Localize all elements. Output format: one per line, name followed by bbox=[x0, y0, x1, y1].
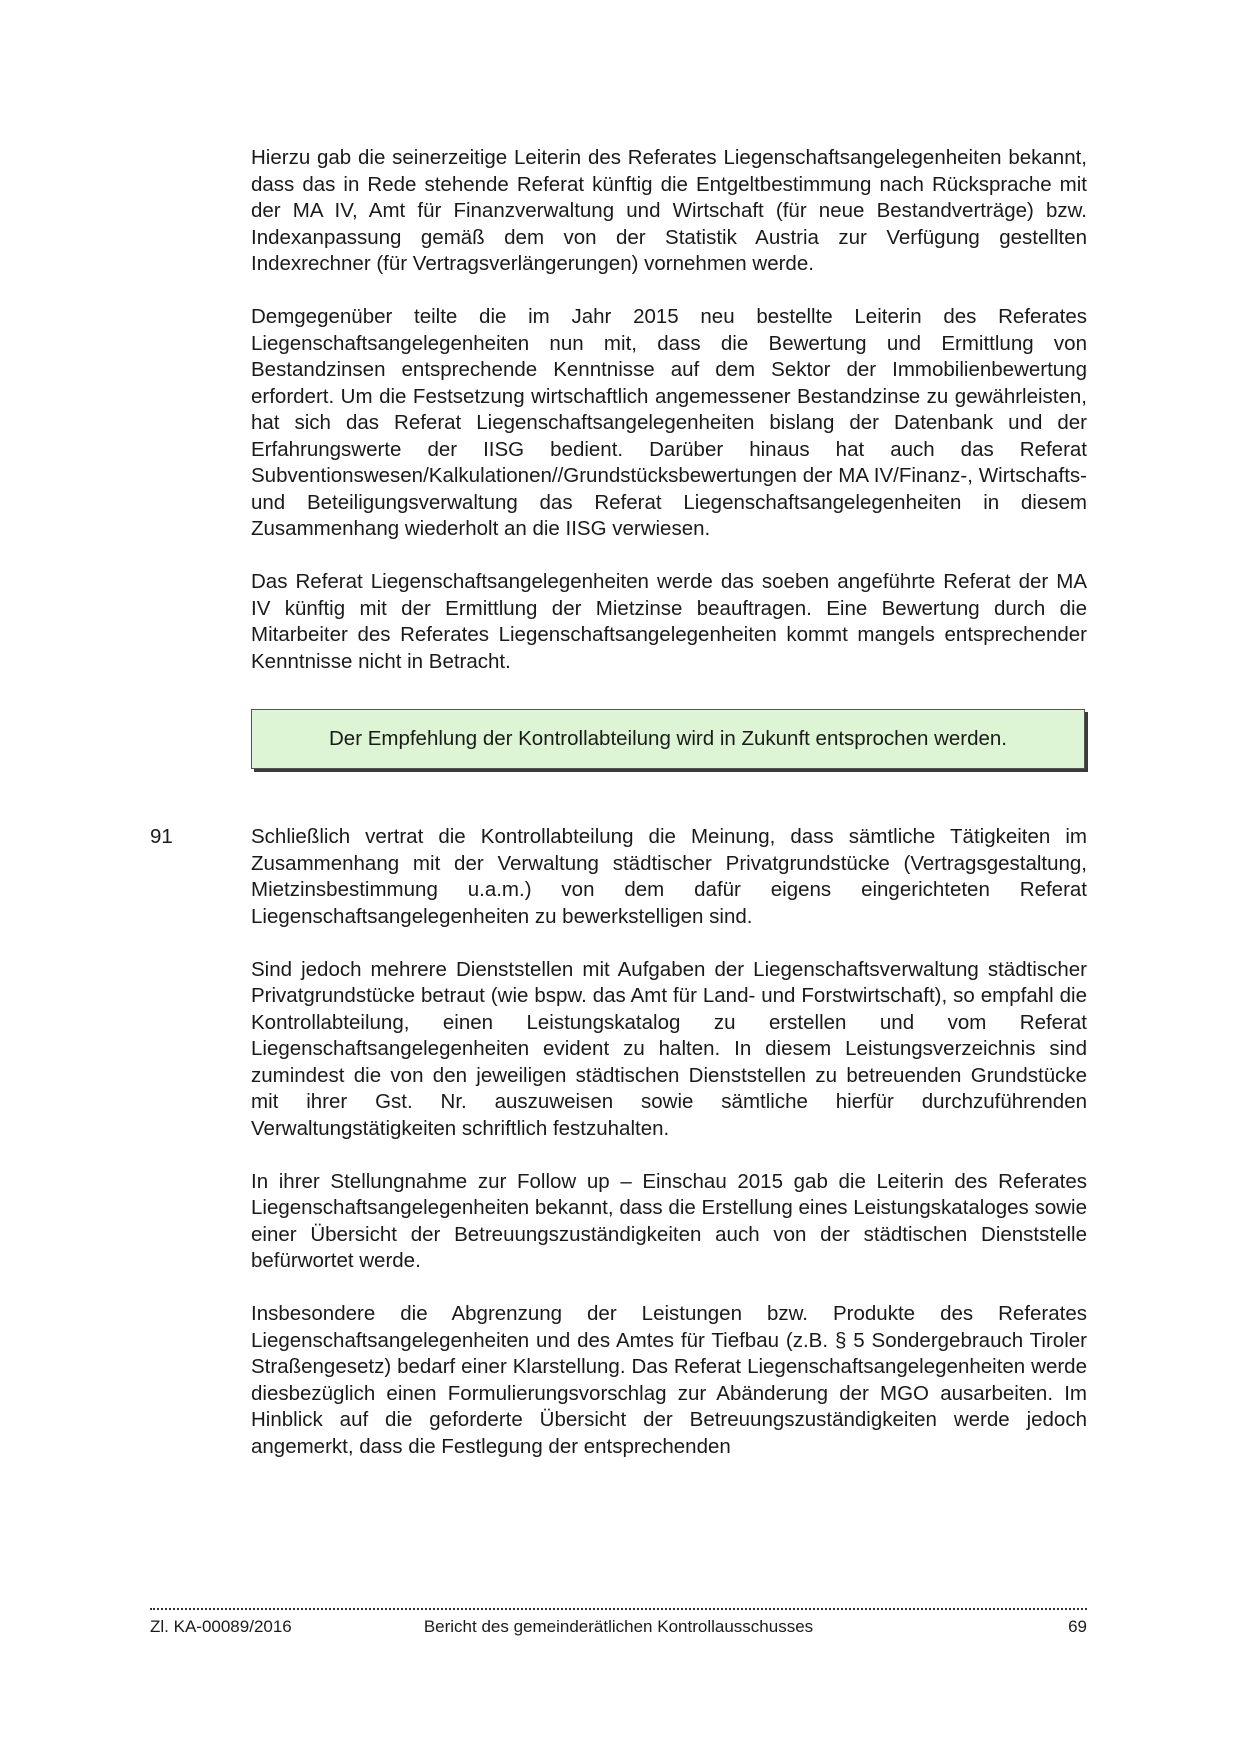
paragraph: Hierzu gab die seinerzeitige Leiterin des Referates Liegenschaftsangelegenheiten bekannt, dass das in Rede stehende Referat künftig die Entgeltbestimmung nach Rücksprache mit der MA IV, Amt für Finanzverwaltung und Wirtschaft (für neue Bestandverträge) bzw. Indexanpassung gemäß dem von der Statistik Austria zur Verfügung gestellten Indexrechner (für Vertragsverlängerungen) vornehmen werde. bbox=[251, 146, 1087, 275]
section-number: 91 bbox=[150, 825, 173, 848]
paragraph: In ihrer Stellungnahme zur Follow up – Einschau 2015 gab die Leiterin des Referates Liegenschaftsangelegenheiten bekannt, dass die Erstellung eines Leistungskataloges sowie einer Übersicht der Betreuungszuständigkeiten auch von der städtischen Dienststelle befürwortet werde. bbox=[251, 1169, 1087, 1272]
paragraph: Schließlich vertrat die Kontrollabteilung die Meinung, dass sämtliche Tätigkeiten im Zusammenhang mit der Verwaltung städtischer Privatgrundstücke (Vertragsgestaltung, Mietzinsbestimmung u.a.m.) von dem dafür eigens eingerichteten Referat Liegenschaftsangelegenheiten zu bewerkstelligen sind. bbox=[251, 825, 1087, 928]
section-91 bbox=[150, 824, 1087, 1460]
decision-box bbox=[251, 709, 1085, 769]
paragraph: Das Referat Liegenschaftsangelegenheiten werde das soeben angeführte Referat der MA IV künftig mit der Ermittlung der Mietzinse beauftragen. Eine Bewertung durch die Mitarbeiter des Referates Liegenschaftsangelegenheiten kommt mangels entsprechender Kenntnisse nicht in Betracht. bbox=[251, 570, 1087, 673]
paragraph: Insbesondere die Abgrenzung der Leistungen bzw. Produkte des Referates Liegenschaftsangelegenheiten und des Amtes für Tiefbau (z.B. § 5 Sondergebrauch Tiroler Straßengesetz) bedarf einer Klarstellung. Das Referat Liegenschaftsangelegenheiten werde diesbezüglich einen Formulierungsvorschlag zur Abänderung der MGO ausarbeiten. Im Hinblick auf die geforderte Übersicht der Betreuungszuständigkeiten werde jedoch angemerkt, dass die Festlegung der entsprechenden bbox=[251, 1302, 1087, 1458]
footer-divider bbox=[150, 1608, 1087, 1610]
body-content bbox=[150, 145, 1087, 1460]
page-number: 69 bbox=[1068, 1617, 1087, 1636]
paragraph: Sind jedoch mehrere Dienststellen mit Aufgaben der Liegenschaftsverwaltung städtischer Privatgrundstücke betraut (wie bspw. das Amt für Land- und Forstwirtschaft), so empfahl die Kontrollabteilung, einen Leistungskatalog zu erstellen und vom Referat Liegenschaftsangelegenheiten evident zu halten. In diesem Leistungsverzeichnis sind zumindest die von den jeweiligen städtischen Dienststellen zu betreuenden Grundstücke mit ihrer Gst. Nr. auszuweisen sowie sämtliche hierfür durchzuführenden Verwaltungstätigkeiten schriftlich festzuhalten. bbox=[251, 957, 1087, 1140]
footer-title: Bericht des gemeinderätlichen Kontrollausschusses bbox=[423, 1617, 814, 1636]
decision-text: Der Empfehlung der Kontrollabteilung wird in Zukunft entsprochen werden. bbox=[328, 727, 1008, 750]
page-footer bbox=[150, 1608, 1087, 1640]
footer-reference: Zl. KA-00089/2016 bbox=[150, 1617, 292, 1636]
paragraph: Demgegenüber teilte die im Jahr 2015 neu bestellte Leiterin des Referates Liegenschaftsangelegenheiten nun mit, dass die Bewertung und Ermittlung von Bestandzinsen entsprechende Kenntnisse auf dem Sektor der Immobilienbewertung erfordert. Um die Festsetzung wirtschaftlich angemessener Bestandzinse zu gewährleisten, hat sich das Referat Liegenschaftsangelegenheiten bislang der Datenbank und der Erfahrungswerte der IISG bedient. Darüber hinaus hat auch das Referat Subventionswesen/Kalkulationen//Grundstücksbewertungen der MA IV/Finanz-, Wirtschafts- und Beteiligungsverwaltung das Referat Liegenschaftsangelegenheiten in diesem Zusammenhang wiederholt an die IISG verwiesen. bbox=[251, 305, 1087, 540]
